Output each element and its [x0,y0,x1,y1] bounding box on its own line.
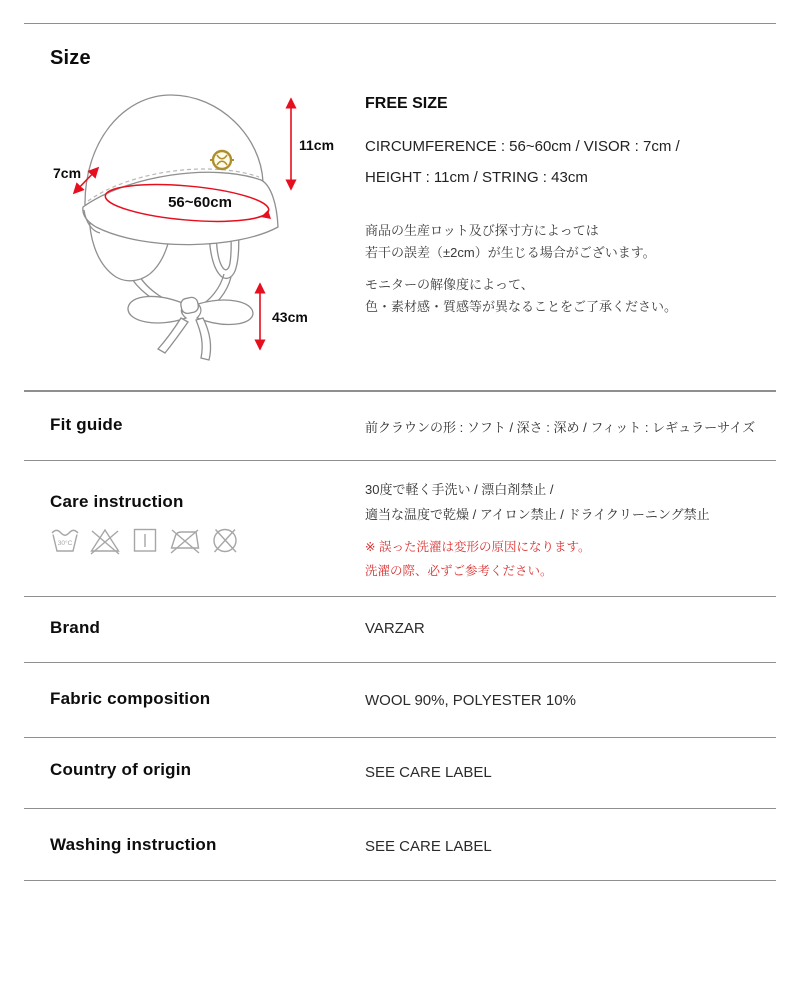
brand-value: VARZAR [365,620,425,637]
care-icons [48,524,242,556]
fabric-composition-label: Fabric composition [50,689,211,708]
divider-top [24,23,776,24]
divider-origin-bottom [24,808,776,809]
washing-instruction-value: SEE CARE LABEL [365,838,492,855]
drip-dry-icon [128,524,162,556]
hat-illustration [28,82,353,382]
care-text-line-1: 30度で軽く手洗い / 漂白剤禁止 / [365,482,554,497]
care-instruction-text [365,477,710,527]
country-of-origin-value: SEE CARE LABEL [365,764,492,781]
divider-brand-bottom [24,662,776,663]
tolerance-note-line-1: 商品の生産ロット及び探寸方によっては [365,223,599,238]
spec-line-2: HEIGHT : 11cm / STRING : 43cm [365,169,588,186]
tolerance-note [365,220,790,263]
care-instruction-label: Care instruction [50,492,184,511]
do-not-bleach-icon [88,524,122,556]
free-size-title: FREE SIZE [365,95,448,112]
monitor-note-line-2: 色・素材感・質感等が異なることをご了承ください。 [365,298,678,314]
care-text-line-2: 適当な温度で乾燥 / アイロン禁止 / ドライクリーニング禁止 [365,507,710,522]
washing-instruction-label: Washing instruction [50,835,217,854]
care-warning-text [365,536,590,583]
do-not-iron-icon [168,524,202,556]
hand-wash-30c-icon [48,524,82,556]
fit-guide-label: Fit guide [50,415,123,434]
monitor-note-line-1: モニターの解像度によって、 [365,277,534,292]
height-label: 11cm [299,137,335,153]
fit-guide-value: 前クラウンの形 : ソフト / 深さ : 深め / フィット : レギュラーサイズ [365,420,756,435]
care-warning-line-2: 洗濯の際、必ずご参考ください。 [365,563,553,578]
divider-size-bottom [24,390,776,392]
free-size-info [365,95,790,317]
circumference-label: 56~60cm [168,194,232,211]
divider-care-bottom [24,596,776,597]
fabric-composition-value: WOOL 90%, POLYESTER 10% [365,692,576,709]
hat-size-diagram [28,82,353,382]
hat-bow [128,296,253,360]
divider-fabric-bottom [24,737,776,738]
string-label: 43cm [272,309,308,325]
country-of-origin-label: Country of origin [50,760,192,779]
visor-label: 7cm [53,165,82,181]
do-not-dry-clean-icon [208,524,242,556]
monitor-note [365,274,790,317]
spec-line-1: CIRCUMFERENCE : 56~60cm / VISOR : 7cm / [365,138,680,155]
size-section-title: Size [50,47,91,69]
tolerance-note-line-2: 若干の誤差（±2cm）が生じる場合がございます。 [365,244,656,260]
divider-fit-bottom [24,460,776,461]
wash-temp-label: 30°C [57,540,73,547]
care-warning-line-1: ※ 誤った洗濯は変形の原因になります。 [365,540,591,554]
divider-bottom [24,880,776,881]
brand-label: Brand [50,618,101,637]
